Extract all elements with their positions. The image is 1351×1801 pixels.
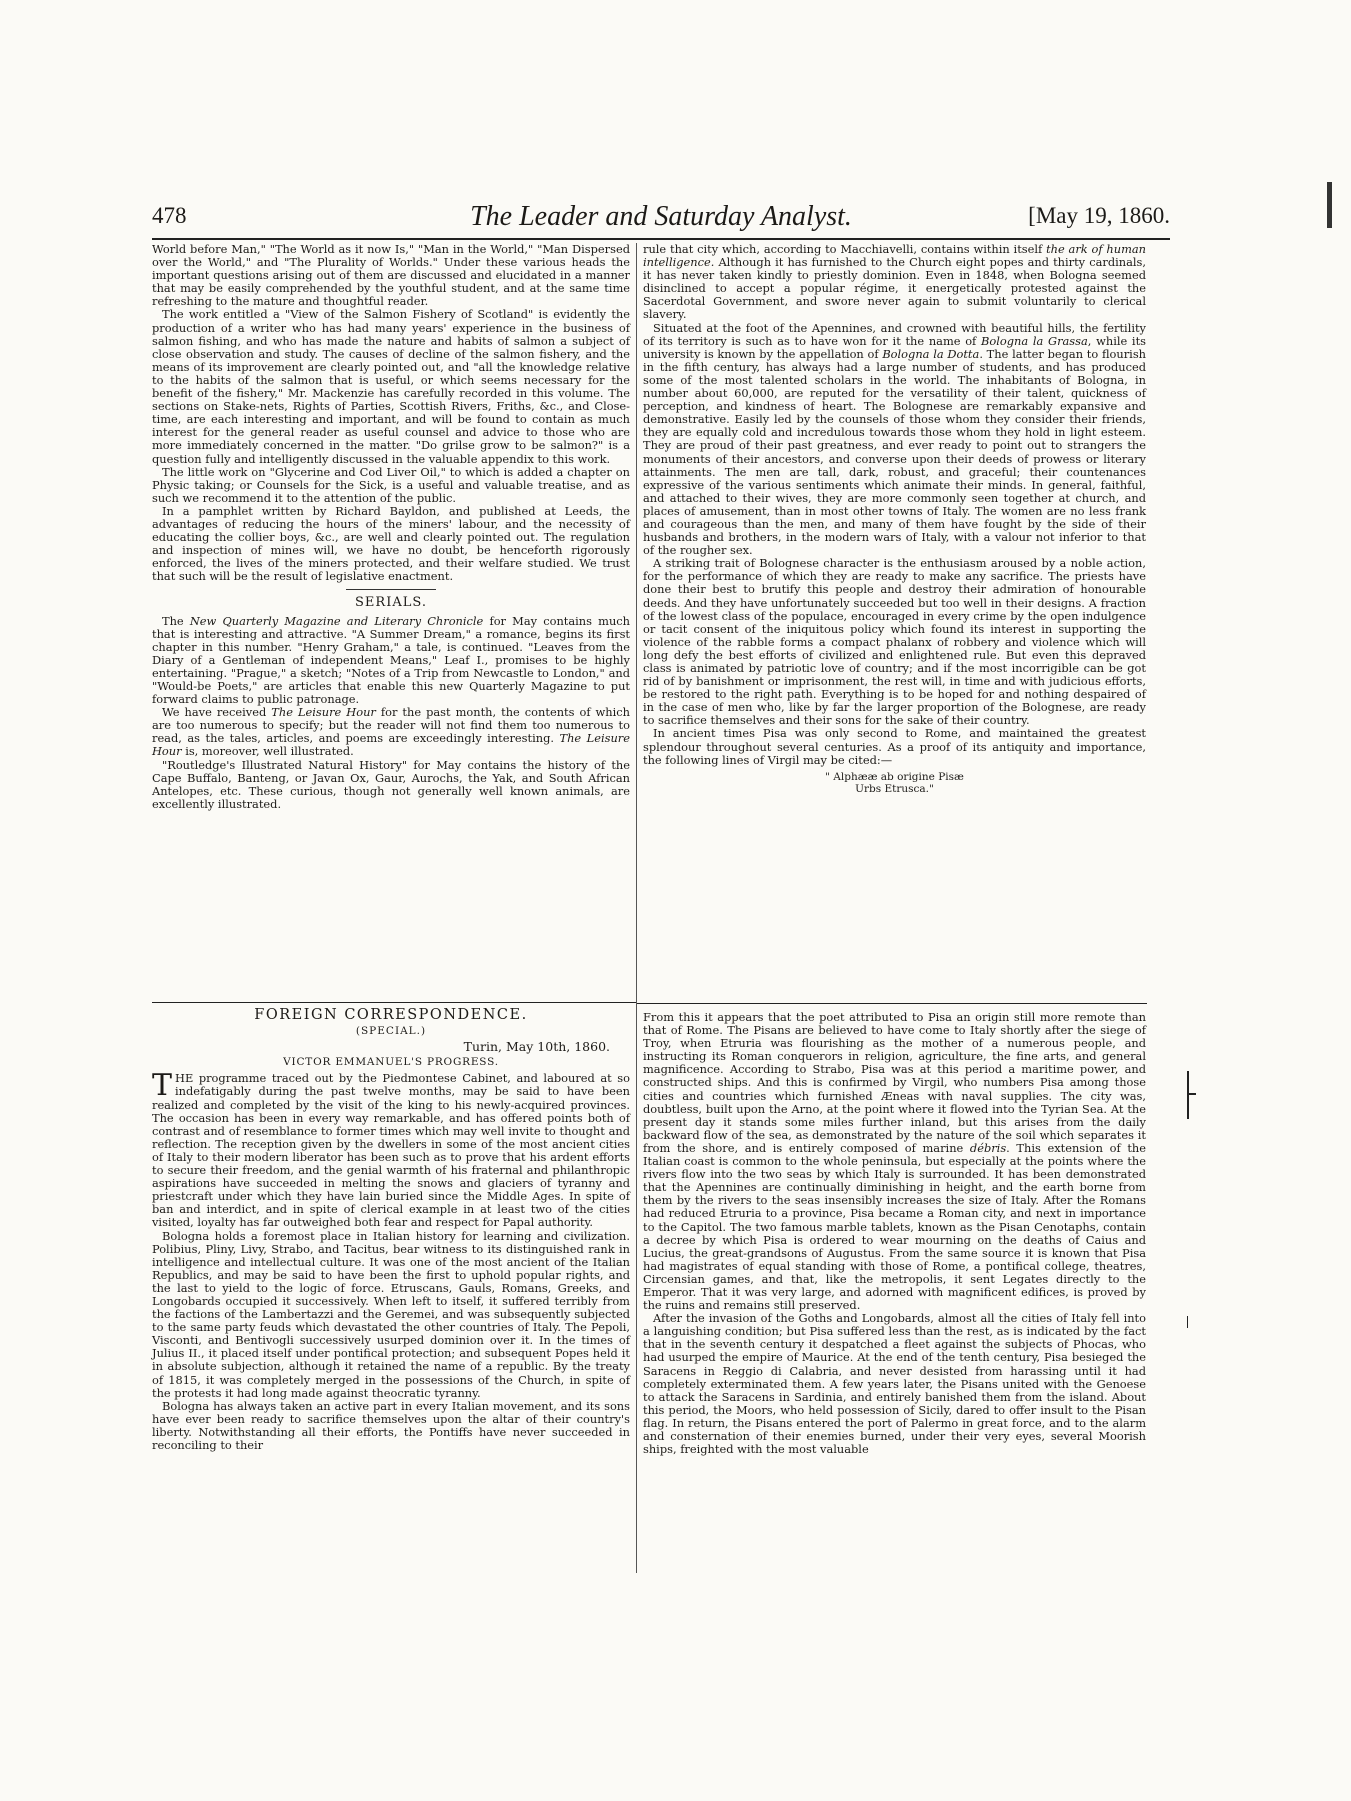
publication-title: The Leader and Saturday Analyst. xyxy=(470,201,852,232)
left-column-reviews xyxy=(152,243,630,811)
page-number: 478 xyxy=(152,203,187,228)
scan-mark xyxy=(1327,182,1332,228)
right-column-bologna xyxy=(643,243,1146,801)
foreign-correspondence-title: FOREIGN CORRESPONDENCE. xyxy=(254,1007,528,1023)
paragraph: Situated at the foot of the Apennines, and crowned with beautiful hills, the fertility of its territory is such as to have won for it the name of Bologna la Grassa, while its university is known by the appellation of Bologna la Dotta. The latter began to flourish in the fifth century, has always had a large number of students, and has produced some of the most talented scholars in the world. The inhabitants of Bologna, in number about 60,000, are reputed for the versatility of their talent, quickness of perception, and kindness of heart. The Bolognese are remarkably expansive and demonstrative. Easily led by the counsels of those whom they consider their friends, they are equally cold and incredulous towards those whom they hold in light esteem. They are proud of their past greatness, and ever ready to point out to strangers the monuments of their ancestors, and converse upon their deeds of prowess or literary attainments. The men are tall, dark, robust, and graceful; their countenances expressive of the various sentiments which animate their minds. In general, faithful, and attached to their wives, they are more commonly seen together at church, and places of amusement, than in most other towns of Italy. The women are no less frank and courageous than the men, and many of them have fought by the side of their husbands and brothers, in the modern wars of Italy, with a valour not inferior to that of the rougher sex. xyxy=(643,320,1147,558)
paragraph: A striking trait of Bolognese character is the enthusiasm aroused by a noble action, for the performance of which they are ready to make any sacrifice. The priests have done their best to brutify this people and destroy their admiration of honourable deeds. And they have unfortunately succeeded but too well in their designs. A fraction of the lowest class of the populace, encouraged in every crime by the open indulgence or tacit consent of the iniquitous policy which found its interest in supporting the violence of the rabble forms a compact phalanx of robbery and violence which will long defy the best efforts of civilized and enlightened rule. But even this depraved class is animated by patriotic love of country; and if the most incorrigible can be got rid of by banishment or imprisonment, the rest will, in time and with judicious efforts, be restored to the right path. Everything is to be hoped for and nothing despaired of in the case of men who, like by far the larger proportion of the Bolognese, are ready to sacrifice themselves and their sons for the sake of their country. xyxy=(643,556,1146,728)
section-divider-right xyxy=(637,1003,1147,1004)
section-rule xyxy=(346,589,436,590)
paragraph: We have received The Leisure Hour for the past month, the contents of which are too numerous to specify; but the reader will not find them too numerous to read, as the tales, articles, and poems are exceedingly interesting. The Leisure Hour is, moreover, well illustrated. xyxy=(152,705,630,759)
paragraph: The New Quarterly Magazine and Literary Chronicle for May contains much that is interesting and attractive. "A Summer Dream," a romance, begins its first chapter in this number. "Henry Graham," a tale, is continued. "Leaves from the Diary of a Gentleman of independent Means," Leaf I., promises to be highly entertaining. "Prague," a sketch; "Notes of a Trip from Newcastle to London," and "Would-be Poets," are articles that enable this new Quarterly Magazine to put forward claims to public patronage. xyxy=(152,613,631,707)
paragraph: World before Man," "The World as it now Is," "Man in the World," "Man Dispersed over the World," and "The Plurality of Worlds." Under these various heads the important questions arising out of them are discussed and elucidated in a manner that may be easily comprehended by the youthful student, and at the same time refreshing to the mature and thoughtful reader. xyxy=(152,242,630,309)
article-subhead: VICTOR EMMANUEL'S PROGRESS. xyxy=(283,1056,499,1069)
issue-date: [May 19, 1860. xyxy=(1028,203,1170,228)
scan-mark xyxy=(1187,1071,1189,1119)
special-label: (SPECIAL.) xyxy=(355,1025,427,1038)
paragraph: rule that city which, according to Macchiavelli, contains within itself the ark of human intelligence. Although it has furnished to the Church eight popes and thirty cardinals, it has never taken kindly to priestly dominion. Even in 1848, when Bologna seemed disinclined to accept a popular régime, it energetically protested against the Sacerdotal Government, and swore never again to submit voluntarily to clerical slavery. xyxy=(643,242,1146,322)
dateline: Turin, May 10th, 1860. xyxy=(463,1039,610,1055)
drop-cap: T xyxy=(152,1068,173,1104)
paragraph: After the invasion of the Goths and Longobards, almost all the cities of Italy fell into a languishing condition; but Pisa suffered less than the rest, as is indicated by the fact that in the seventh century it despatched a fleet against the subjects of Phocas, who had usurped the empire of Maurice. At the end of the tenth century, Pisa besieged the Saracens in Reggio di Calabria, and never desisted from harassing until it had completely exterminated them. A few years later, the Pisans united with the Genoese to attack the Saracens in Sardinia, and entirely banished them from the island. About this period, the Moors, who held possession of Sicily, dared to offer insult to the Pisan flag. In return, the Pisans entered the port of Palermo in great force, and to the alarm and consternation of their enemies burned, under their very eyes, several Moorish ships, freighted with the most valuable xyxy=(643,1311,1146,1457)
foreign-correspondence xyxy=(152,1009,630,1452)
section-divider xyxy=(152,1002,636,1003)
paragraph: The work entitled a "View of the Salmon Fishery of Scotland" is evidently the production of a writer who has had many years' experience in the business of salmon fishing, and who has made the nature and habits of salmon a subject of close observation and study. The causes of decline of the salmon fishery, and the means of its improvement are clearly pointed out, and "all the knowledge relative to the habits of the salmon that is useful, or which seems necessary for the benefit of the fishery," Mr. Mackenzie has carefully recorded in this volume. The sections on Stake-nets, Rights of Parties, Scottish Rivers, Friths, &c., and Close-time, are each interesting and important, and will be found to contain as much interest for the general reader as useful counsel and advice to those who are more immediately concerned in the matter. "Do grilse grow to be salmon?" is a question fully and intelligently discussed in the valuable appendix to this work. xyxy=(152,307,630,466)
column-divider xyxy=(636,243,637,1573)
paragraph: The little work on "Glycerine and Cod Liver Oil," to which is added a chapter on Physic taking; or Counsels for the Sick, is a useful and valuable treatise, and as such we recommend it to the attention of the public. xyxy=(152,464,630,505)
paragraph: "Routledge's Illustrated Natural History" for May contains the history of the Cape Buffalo, Banteng, or Javan Ox, Gaur, Aurochs, the Yak, and South African Antelopes, etc. These curious, though not generally well known animals, are excellently illustrated. xyxy=(152,757,630,811)
paragraph: Bologna has always taken an active part in every Italian movement, and its sons have ever been ready to sacrifice themselves upon the altar of their country's liberty. Notwithstanding all their efforts, the Pontiffs have never succeeded in reconciling to their xyxy=(152,1398,630,1452)
scan-mark xyxy=(1187,1093,1196,1095)
right-column-pisa xyxy=(643,1011,1146,1456)
paragraph: In a pamphlet written by Richard Bayldon, and published at Leeds, the advantages of reducing the hours of the miners' labour, and the necessity of educating the collier boys, &c., are well and clearly pointed out. The regulation and inspection of mines will, we have no doubt, be henceforth rigorously enforced, the lives of the miners protected, and their welfare studied. We trust that such will be the result of legislative enactment. xyxy=(152,503,630,584)
paragraph: Bologna holds a foremost place in Italian history for learning and civilization. Polibius, Pliny, Livy, Strabo, and Tacitus, bear witness to its distinguished rank in intelligence and intellectual culture. It was one of the most ancient of the Italian Republics, and may be said to have been the first to uphold popular rights, and the last to yield to the logic of force. Etruscans, Gauls, Romans, Greeks, and Longobards occupied it successively. When left to itself, it suffered terribly from the factions of the Lambertazzi and the Geremei, and was subsequently subjected to the same party feuds which devastated the other countries of Italy. The Pepoli, Visconti, and Bentivogli successively usurped dominion over it. In the times of Julius II., it placed itself under pontifical protection; and subsequent Popes held it in absolute subjection, although it retained the name of a republic. By the treaty of 1815, it was completely merged in the possessions of the Church, in spite of the protests it had long made against theocratic tyranny. xyxy=(152,1228,630,1400)
page-header xyxy=(152,201,1170,235)
verse-quote: " Alphææ ab origine Pisæ Urbs Etrusca." xyxy=(825,770,964,795)
paragraph: THE programme traced out by the Piedmontese Cabinet, and laboured at so indefatigably during the past twelve months, may be said to have been realized and completed by the visit of the king to his newly-acquired provinces. The occasion has been in every way remarkable, and has offered points both of contrast and of resemblance to former times which may well invite to thought and reflection. The reception given by the dwellers in some of the most ancient cities of Italy to their modern liberator has been such as to prove that his ardent efforts to secure their freedom, and the genial warmth of his fraternal and philanthropic aspirations have succeeded in melting the snows and glaciers of tyranny and priestcraft under which they have lain buried since the Middle Ages. In spite of ban and interdict, and in spite of clerical example in at least two of the cities visited, loyalty has far outweighed both fear and respect for Papal authority. xyxy=(152,1068,630,1230)
header-rule xyxy=(152,238,1170,240)
paragraph: From this it appears that the poet attributed to Pisa an origin still more remote than that of Rome. The Pisans are believed to have come to Italy shortly after the siege of Troy, when Etruria was flourishing as the mother of a numerous people, and instructing its Roman conquerors in religion, agriculture, the fine arts, and general magnificence. According to Strabo, Pisa was at this period a maritime power, and constructed ships. And this is confirmed by Virgil, who numbers Pisa among those cities and countries which furnished Æneas with naval supplies. The city was, doubtless, built upon the Arno, at the point where it flowed into the Tyrian Sea. At the present day it stands some miles further inland, but this arises from the daily backward flow of the sea, as demonstrated by the nature of the soil which separates it from the shore, and is entirely composed of marine débris. This extension of the Italian coast is common to the whole peninsula, but especially at the points where the rivers flow into the two seas by which Italy is surrounded. It has been demonstrated that the Apennines are continually diminishing in height, and the earth borne from them by the rivers to the seas insensibly increases the size of Italy. After the Romans had reduced Etruria to a province, Pisa became a Roman city, and next in importance to the Capitol. The two famous marble tablets, known as the Pisan Cenotaphs, contain a decree by which Pisa is ordered to wear mourning on the deaths of Caius and Lucius, the great-grandsons of Augustus. From the same source it is known that Pisa had magistrates of equal standing with those of Rome, a pontifical college, theatres, Circensian games, and that, like the metropolis, it sent Legates directly to the Emperor. That it was very large, and adorned with magnificent edifices, is proved by the ruins and remains still preserved. xyxy=(643,1010,1146,1313)
scan-mark xyxy=(1187,1316,1188,1328)
serials-heading: SERIALS. xyxy=(355,595,427,611)
paragraph: In ancient times Pisa was only second to Rome, and maintained the greatest splendour throughout several centuries. As a proof of its antiquity and importance, the following lines of Virgil may be cited:— xyxy=(643,726,1146,767)
